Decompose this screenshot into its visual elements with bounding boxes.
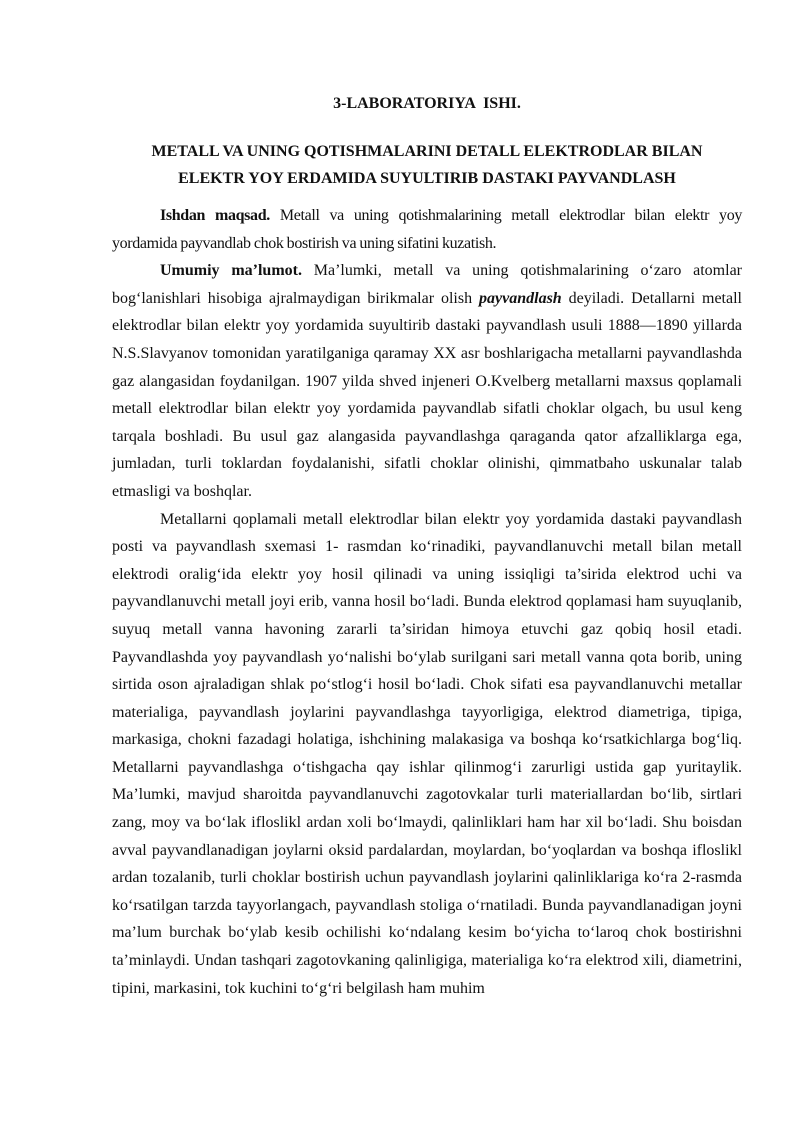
aim-label: Ishdan maqsad. [160, 207, 270, 224]
document-page [112, 92, 742, 1002]
welding-process-paragraph: Metallarni qoplamali metall elektrodlar bilan elektr yoy yordamida dastaki payvandlash posti va payvandlash sxemasi 1- rasmdan ko‘rinadiki, payvandlanuvchi metall bilan metall elektrodi oralig‘ida elektr yoy hosil qilinadi va uning issiqligi ta’sirida elektrod uchi va payvandlanuvchi metall joyi erib, vanna hosil bo‘ladi. Bunda elektrod qoplamasi ham suyuqlanib, suyuq metall vanna havoning zararli ta’siridan himoya etuvchi gaz qobiq hosil etadi. Payvandlashda yoy payvandlash yo‘nalishi bo‘ylab surilgani sari metall vanna qota borib, uning sirtida oson ajraladigan shlak po‘stlog‘i hosil bo‘ladi. Chok sifati esa payvandlanuvchi metallar materialiga, payvandlash joylarini payvandlashga tayyorligiga, elektrod diametriga, tipiga, markasiga, chokni fazadagi holatiga, ishchining malakasiga va boshqa ko‘rsatkichlarga bog‘liq. Metallarni payvandlashga o‘tishgacha qay ishlar qilinmog‘i zarurligi ustida gap yuritaylik. Ma’lumki, mavjud sharoitda payvandlanuvchi zagotovkalar turli materiallardan bo‘lib, sirtlari zang, moy va bo‘lak ifloslikl ardan xoli bo‘lmaydi, qalinliklari ham har xil bo‘ladi. Shu boisdan avval payvandlanadigan joylarni oksid pardalardan, moylardan, bo‘yoqlardan va boshqa ifloslikl ardan tozalanib, turli choklar bostirish uchun payvandlash joylarini qalinliklariga ko‘ra 2-rasmda ko‘rsatilgan tarzda tayyorlangach, payvandlash stoliga o‘rnatiladi. Bunda payvandlanadigan joyni ma’lum burchak bo‘ylab kesib ochilishi ko‘ndalang kesim bo‘yicha to‘laroq chok bostirishni ta’minlaydi. Undan tashqari zagotovkaning qalinligiga, materialiga ko‘ra elektrod xili, diametrini, tipini, markasini, tok kuchini to‘g‘ri belgilash ham muhim [112, 510, 742, 997]
general-info-label: Umumiy ma’lumot. [160, 262, 302, 280]
general-info-emphasis: payvandlash [479, 289, 562, 307]
main-title-line-2: ELEKTR YOY ERDAMIDA SUYULTIRIB DASTAKI PAYVANDLASH [178, 170, 676, 187]
aim-text: Metall va uning qotishmalarining metall elektrodlar bilan elektr yoy yordamida payvandlab chok bostirish va uning sifatini kuzatish. [112, 207, 742, 252]
main-title [112, 138, 742, 192]
main-title-line-1: METALL VA UNING QOTISHMALARINI DETALL ELEKTRODLAR BILAN [151, 143, 703, 160]
general-info-paragraph [112, 257, 742, 505]
general-info-text-before: Ma’lumki, metall va uning qotishmalarining o‘zaro atomlar bog‘lanishlari hisobiga ajralmaydigan birikmalar olish [112, 262, 742, 307]
lab-title: 3-LABORATORIYA ISHI. [333, 95, 521, 112]
aim-paragraph [112, 202, 742, 257]
general-info-text-after: deyiladi. Detallarni metall elektrodlar bilan elektr yoy yordamida suyultirib dastaki payvandlash usuli 1888—1890 yillarda N.S.Slavyanov tomonidan yaratilganiga qaramay XX asr boshlarigacha metallarni payvandlashda gaz alangasidan foydanilgan. 1907 yilda shved injeneri O.Kvelberg metallarni maxsus qoplamali metall elektrodlar bilan elektr yoy yordamida payvandlab sifatli choklar olgach, bu usul keng tarqala boshladi. Bu usul gaz alangasida payvandlashga qaraganda qator afzalliklarga ega, jumladan, turli toklardan foydalanishi, sifatli choklar olinishi, qimmatbaho uskunalar talab etmasligi va boshqlar. [112, 289, 742, 500]
